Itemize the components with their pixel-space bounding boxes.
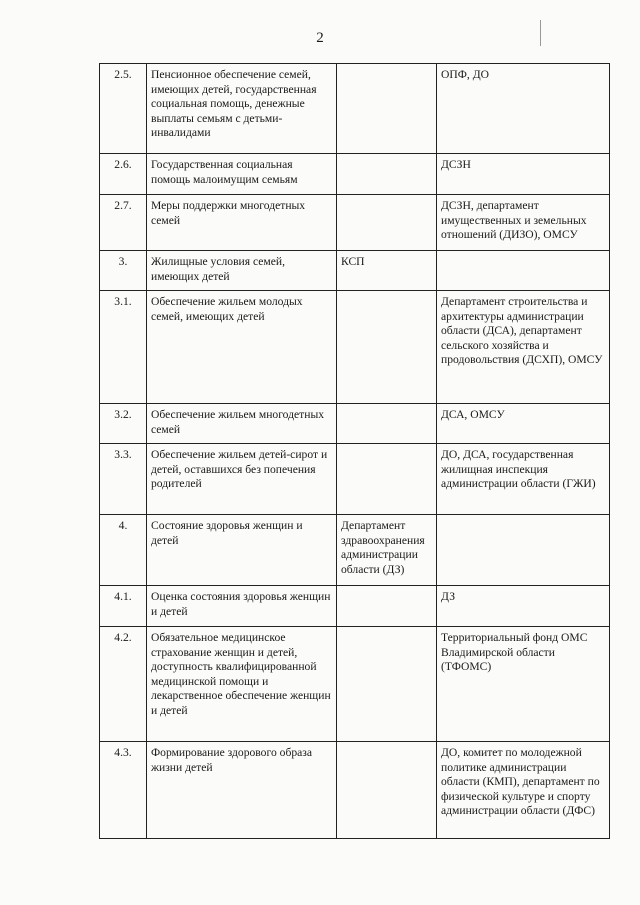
coordinator-cell (337, 64, 437, 154)
section-title: Оценка состояния здоровья женщин и детей (147, 586, 337, 627)
section-title: Обеспечение жильем молодых семей, имеющих детей (147, 291, 337, 404)
coordinator-cell (337, 742, 437, 839)
row-number: 4.2. (100, 627, 147, 742)
scan-artifact-line (540, 20, 541, 46)
responsible-cell (437, 251, 610, 291)
row-number: 2.6. (100, 154, 147, 195)
responsible-cell: ДСЗН, департамент имущественных и земельных отношений (ДИЗО), ОМСУ (437, 195, 610, 251)
coordinator-cell (337, 154, 437, 195)
table-row (100, 195, 610, 251)
responsible-cell: ОПФ, ДО (437, 64, 610, 154)
row-number: 3.3. (100, 444, 147, 515)
section-title: Государственная социальная помощь малоимущим семьям (147, 154, 337, 195)
row-number: 4.3. (100, 742, 147, 839)
coordinator-cell (337, 195, 437, 251)
table-row (100, 627, 610, 742)
section-title: Жилищные условия семей, имеющих детей (147, 251, 337, 291)
table-row (100, 404, 610, 444)
table-row (100, 586, 610, 627)
responsible-cell: ДО, ДСА, государственная жилищная инспекция администрации области (ГЖИ) (437, 444, 610, 515)
coordinator-cell: Департамент здравоохранения администрации области (ДЗ) (337, 515, 437, 586)
responsible-cell: Департамент строительства и архитектуры администрации области (ДСА), департамент сельского хозяйства и продовольствия (ДСХП), ОМСУ (437, 291, 610, 404)
section-title: Обеспечение жильем детей-сирот и детей, оставшихся без попечения родителей (147, 444, 337, 515)
table-row (100, 154, 610, 195)
responsibility-table (99, 63, 610, 839)
responsible-cell (437, 515, 610, 586)
row-number: 2.5. (100, 64, 147, 154)
row-number: 3.2. (100, 404, 147, 444)
responsible-cell: ДЗ (437, 586, 610, 627)
row-number: 3.1. (100, 291, 147, 404)
section-title: Обеспечение жильем многодетных семей (147, 404, 337, 444)
coordinator-cell (337, 404, 437, 444)
coordinator-cell (337, 586, 437, 627)
coordinator-cell: КСП (337, 251, 437, 291)
section-title: Формирование здорового образа жизни детей (147, 742, 337, 839)
table-row (100, 742, 610, 839)
responsible-cell: ДСЗН (437, 154, 610, 195)
section-title: Меры поддержки многодетных семей (147, 195, 337, 251)
section-title: Состояние здоровья женщин и детей (147, 515, 337, 586)
coordinator-cell (337, 627, 437, 742)
row-number: 4. (100, 515, 147, 586)
responsible-cell: ДО, комитет по молодежной политике администрации области (КМП), департамент по физической культуре и спорту администрации области (ДФС) (437, 742, 610, 839)
section-title: Пенсионное обеспечение семей, имеющих детей, государственная социальная помощь, денежные выплаты семьям с детьми-инвалидами (147, 64, 337, 154)
table-row (100, 64, 610, 154)
table-row (100, 251, 610, 291)
row-number: 2.7. (100, 195, 147, 251)
table-row (100, 444, 610, 515)
section-title: Обязательное медицинское страхование женщин и детей, доступность квалифицированной медицинской помощи и лекарственное обеспечение женщин и детей (147, 627, 337, 742)
page-number: 2 (316, 30, 324, 46)
responsible-cell: Территориальный фонд ОМС Владимирской области (ТФОМС) (437, 627, 610, 742)
table-row (100, 515, 610, 586)
coordinator-cell (337, 444, 437, 515)
table-row (100, 291, 610, 404)
coordinator-cell (337, 291, 437, 404)
responsible-cell: ДСА, ОМСУ (437, 404, 610, 444)
row-number: 3. (100, 251, 147, 291)
row-number: 4.1. (100, 586, 147, 627)
